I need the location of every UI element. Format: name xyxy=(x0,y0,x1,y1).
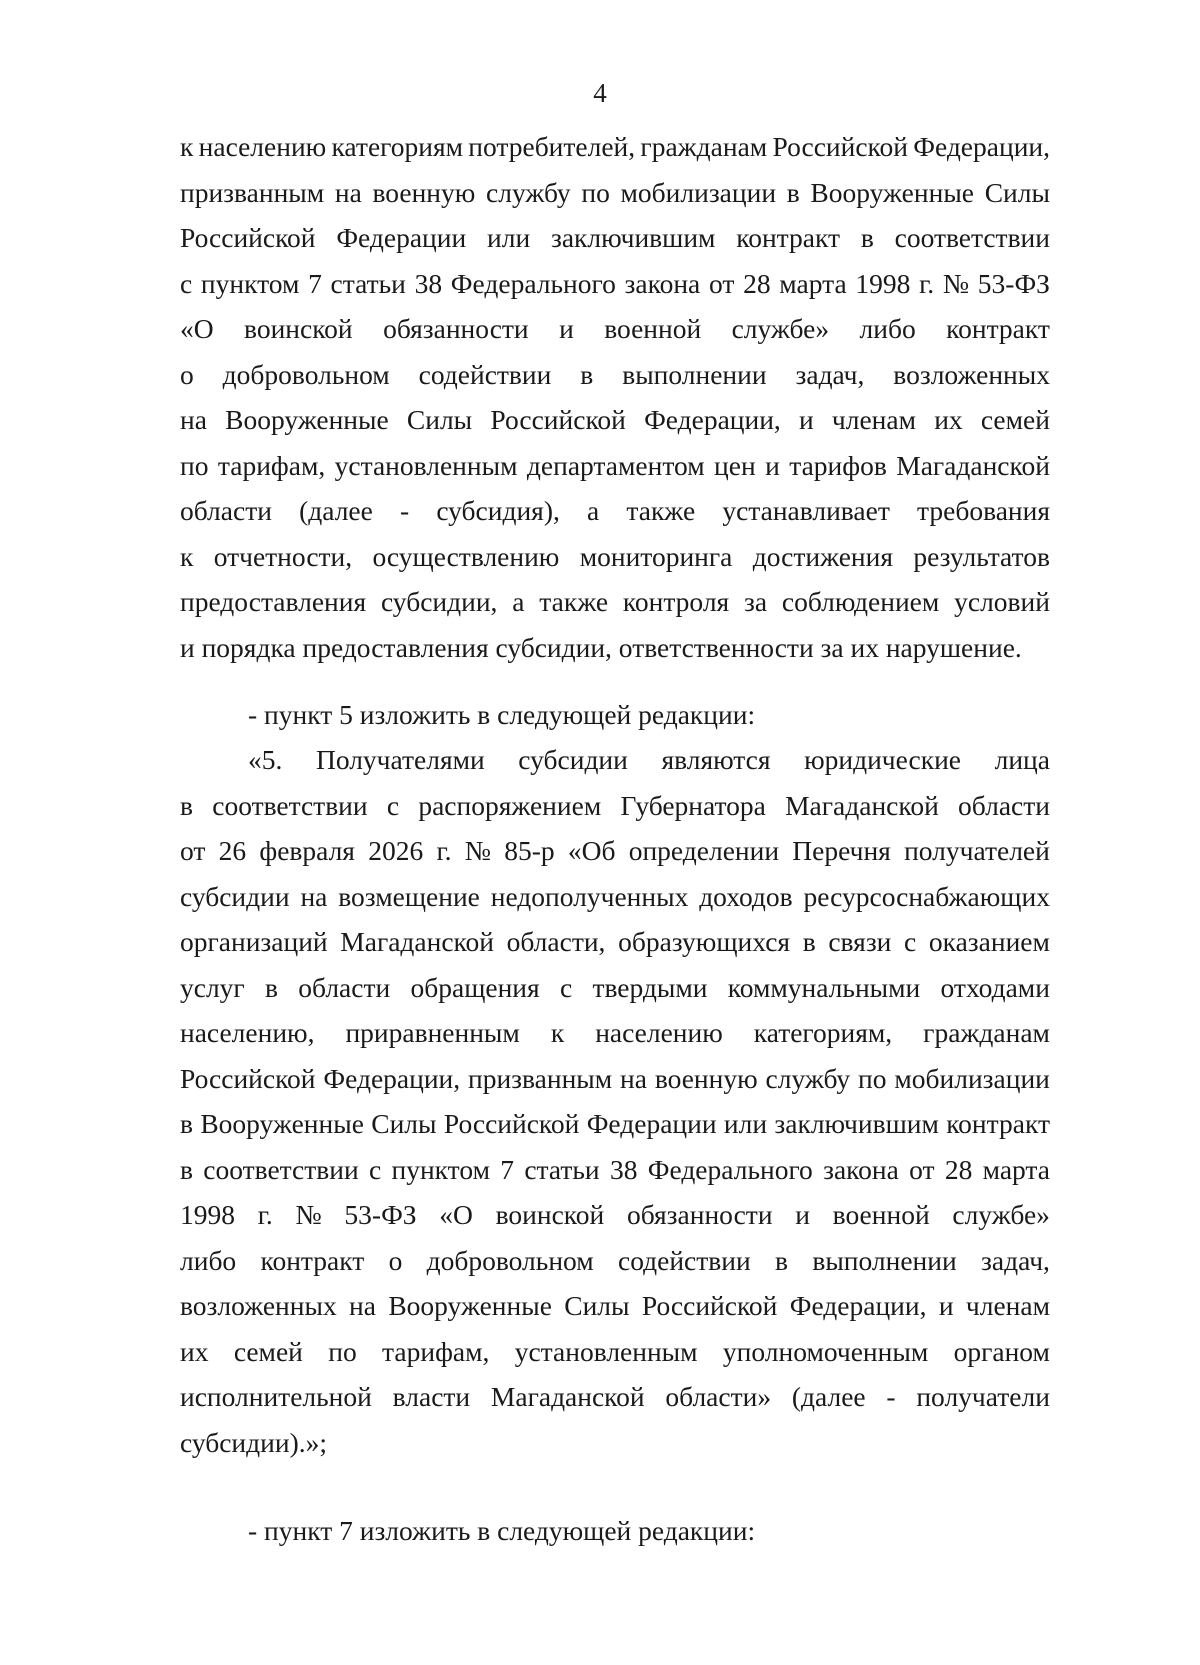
word: достижения xyxy=(752,540,894,572)
word: области xyxy=(958,789,1050,821)
word: Российской xyxy=(772,131,908,162)
word: субсидии xyxy=(180,880,290,912)
word: области» xyxy=(665,1381,772,1412)
word: добровольном xyxy=(222,358,390,390)
word: 53-ФЗ xyxy=(344,1199,417,1230)
word: Силы xyxy=(564,1290,630,1321)
word: гражданам xyxy=(640,131,768,162)
word: службу xyxy=(765,1062,851,1094)
word: установленным xyxy=(514,1335,698,1367)
word: услуг xyxy=(180,971,245,1003)
text-line xyxy=(180,215,1050,261)
text-line xyxy=(180,488,1050,534)
word: задач, xyxy=(981,1244,1050,1276)
text-line xyxy=(180,1238,1050,1284)
word: коммунальными xyxy=(727,971,921,1003)
word: условий xyxy=(954,586,1050,617)
word: содействии xyxy=(617,1244,751,1276)
word: Российской xyxy=(490,404,626,435)
word: потребителей, xyxy=(468,131,636,162)
word: (далее xyxy=(299,495,373,526)
text-line xyxy=(180,306,1050,352)
word: в xyxy=(775,1244,789,1276)
text-line xyxy=(180,1192,1050,1238)
word: в xyxy=(180,789,193,821)
word: в xyxy=(860,222,874,253)
word: субсидии, xyxy=(380,586,498,617)
word: № xyxy=(295,1199,322,1230)
word: пунктом xyxy=(391,1153,490,1185)
word: Магаданской xyxy=(340,926,494,957)
word: Федерации, xyxy=(789,1290,927,1321)
page-number: 4 xyxy=(593,78,607,108)
word: военную xyxy=(654,1062,758,1094)
word: добровольном xyxy=(426,1244,594,1276)
word: на xyxy=(620,1062,647,1094)
word: в xyxy=(802,926,816,957)
word: гражданам xyxy=(923,1017,1050,1048)
word: возложенных xyxy=(893,358,1050,390)
word: семей xyxy=(233,1335,303,1367)
word: службу xyxy=(486,176,571,208)
item-5-intro-block xyxy=(180,692,1050,738)
word: военную xyxy=(372,176,476,208)
word: возложенных xyxy=(180,1290,337,1321)
item-5-intro: - пункт 5 изложить в следующей редакции: xyxy=(248,699,756,730)
word: статьи xyxy=(524,1153,600,1185)
word: на xyxy=(180,404,207,435)
word: призванным xyxy=(180,176,325,208)
word: тарифам, xyxy=(217,449,326,481)
word: с xyxy=(180,267,193,299)
word: Силы xyxy=(984,176,1050,208)
word: Вооруженные xyxy=(810,176,974,208)
word: Российской xyxy=(641,1290,778,1321)
text-line xyxy=(180,1147,1050,1193)
word: Федерации, xyxy=(323,1062,461,1094)
word: № xyxy=(942,267,970,299)
word: тарифов xyxy=(789,449,887,481)
word: контракт xyxy=(260,1244,365,1276)
word: требования xyxy=(917,495,1050,526)
word: исполнительной xyxy=(180,1381,372,1412)
word: соответствии xyxy=(203,1153,359,1185)
word: на xyxy=(334,176,362,208)
word: определении xyxy=(628,835,780,866)
word: на xyxy=(349,1290,376,1321)
word: их xyxy=(180,1335,209,1367)
word: 28 xyxy=(743,267,771,299)
item-7-intro: - пункт 7 изложить в следующей редакции: xyxy=(248,1515,756,1546)
word: к xyxy=(180,131,194,162)
word: по xyxy=(581,176,610,208)
word: либо xyxy=(180,1244,237,1276)
word: (далее xyxy=(791,1381,866,1412)
text-line xyxy=(180,1329,1050,1375)
word: с xyxy=(368,1153,382,1185)
word: и xyxy=(765,449,780,481)
word: за xyxy=(744,586,768,617)
word: субсидия), xyxy=(436,495,560,526)
word: 1998 xyxy=(855,267,911,299)
word: по xyxy=(858,1062,887,1094)
word: или xyxy=(723,1108,768,1139)
word: 7 xyxy=(308,267,322,299)
word: в xyxy=(786,176,800,208)
word: марта xyxy=(982,1153,1050,1185)
text-line xyxy=(180,828,1050,874)
word: членам xyxy=(965,1290,1050,1321)
paragraph-continuation xyxy=(180,124,1050,670)
word: выполнении xyxy=(812,1244,957,1276)
word: 85-р xyxy=(504,835,555,866)
word: «О xyxy=(439,1199,473,1230)
word: семей xyxy=(980,404,1050,435)
word: обращения xyxy=(410,971,540,1003)
word: твердыми xyxy=(592,971,708,1003)
word: населению, xyxy=(180,1017,315,1048)
word: получателей xyxy=(904,835,1050,866)
word: мобилизации xyxy=(620,176,777,208)
word: закона xyxy=(823,1153,899,1185)
word: установленным xyxy=(334,449,518,481)
word: Силы xyxy=(371,1108,437,1139)
word: от xyxy=(708,267,735,299)
word: с xyxy=(559,971,573,1003)
word: и xyxy=(938,1290,954,1321)
word: призванным xyxy=(468,1062,613,1094)
text-line xyxy=(180,352,1050,398)
word: результатов xyxy=(913,540,1050,572)
word: с xyxy=(386,789,400,821)
text-line xyxy=(180,1101,1050,1147)
word: контроля xyxy=(622,586,730,617)
word: уполномоченным xyxy=(722,1335,929,1367)
word: по xyxy=(328,1335,357,1367)
word: Вооруженные xyxy=(225,404,389,435)
word: юридические xyxy=(804,744,962,775)
word: доходов xyxy=(699,880,793,912)
word: обязанности xyxy=(383,313,529,344)
text-line xyxy=(180,261,1050,307)
word: а xyxy=(587,495,600,526)
word: пунктом xyxy=(200,267,300,299)
word: в xyxy=(180,1108,193,1139)
text-line xyxy=(180,1283,1050,1329)
word: по xyxy=(180,449,209,481)
word: тарифам, xyxy=(382,1335,490,1367)
word: задач, xyxy=(795,358,865,390)
word: населению xyxy=(198,131,327,162)
word: от xyxy=(909,1153,935,1185)
word: воинской xyxy=(495,1199,605,1230)
text-line xyxy=(180,1374,1050,1420)
word: осуществлению xyxy=(372,540,560,572)
word: 1998 xyxy=(180,1199,235,1230)
word: о xyxy=(180,358,194,390)
word: их xyxy=(934,404,963,435)
paragraph-item-5 xyxy=(180,737,1050,1465)
word: контракт xyxy=(946,313,1050,344)
word: либо xyxy=(859,313,916,344)
word: - xyxy=(399,495,410,526)
word: контракт xyxy=(736,222,841,253)
text-line xyxy=(180,443,1050,489)
word: устанавливает xyxy=(722,495,890,526)
word: населению xyxy=(595,1017,723,1048)
word: - xyxy=(886,1381,896,1412)
word: и xyxy=(795,1199,810,1230)
text-line: субсидии).»; xyxy=(180,1426,327,1458)
word: «5. xyxy=(248,744,283,775)
word: марта xyxy=(779,267,847,299)
word: о xyxy=(388,1244,403,1276)
word: области xyxy=(180,495,272,526)
word: соблюдением xyxy=(781,586,940,617)
word: а xyxy=(512,586,525,617)
word: возмещение xyxy=(338,880,480,912)
word: ресурсоснабжающих xyxy=(803,880,1050,912)
word: распоряжением xyxy=(418,789,602,821)
text-line xyxy=(180,919,1050,965)
word: № xyxy=(464,835,491,866)
word: заключившим xyxy=(550,222,716,253)
word: заключившим xyxy=(774,1108,939,1139)
item-7-intro-block xyxy=(180,1508,1050,1554)
text-line xyxy=(180,1010,1050,1056)
word: являются xyxy=(661,744,771,775)
word: членам xyxy=(831,404,916,435)
word: службе» xyxy=(731,313,830,344)
word: Губернатора xyxy=(620,789,766,821)
word: 7 xyxy=(500,1153,515,1185)
word: воинской xyxy=(244,313,353,344)
word: военной xyxy=(604,313,702,344)
word: к xyxy=(550,1017,565,1048)
word: получатели xyxy=(916,1381,1050,1412)
word: Магаданской xyxy=(490,1381,645,1412)
word: приравненным xyxy=(345,1017,520,1048)
word: «Об xyxy=(567,835,616,866)
word: предоставления xyxy=(180,586,367,617)
word: Федерального xyxy=(450,267,616,299)
word: службе» xyxy=(952,1199,1050,1230)
word: в xyxy=(580,358,594,390)
word: в xyxy=(265,971,278,1003)
text-line xyxy=(180,397,1050,443)
word: отчетности, xyxy=(213,540,353,572)
word: 53-ФЗ xyxy=(977,267,1050,299)
word: мобилизации xyxy=(894,1062,1050,1094)
word: г. xyxy=(919,267,935,299)
word: «О xyxy=(180,313,214,344)
word: г. xyxy=(436,835,452,866)
word: г. xyxy=(257,1199,273,1230)
word: 38 xyxy=(414,267,443,299)
word: отходами xyxy=(940,971,1050,1003)
word: организаций xyxy=(180,926,328,957)
word: категориям, xyxy=(753,1017,893,1048)
text-line xyxy=(180,965,1050,1011)
word: Перечня xyxy=(792,835,891,866)
word: статьи xyxy=(330,267,406,299)
word: 38 xyxy=(609,1153,638,1185)
word: Вооруженные xyxy=(200,1108,364,1139)
word: 28 xyxy=(944,1153,973,1185)
word: также xyxy=(539,586,609,617)
word: цен xyxy=(714,449,756,481)
word: Вооруженные xyxy=(388,1290,552,1321)
word: и xyxy=(799,404,814,435)
word: и xyxy=(559,313,574,344)
word: Силы xyxy=(406,404,473,435)
word: категориям xyxy=(331,131,464,162)
word: Российской xyxy=(180,1062,316,1094)
word: соответствии xyxy=(894,222,1050,253)
word: власти xyxy=(392,1381,471,1412)
word: Российской xyxy=(443,1108,580,1139)
word: или xyxy=(487,222,531,253)
text-line xyxy=(180,783,1050,829)
word: Получателями xyxy=(315,744,485,775)
word: Федерации xyxy=(336,222,467,253)
text-line xyxy=(180,1056,1050,1102)
word: содействии xyxy=(418,358,552,390)
word: области xyxy=(298,971,391,1003)
word: соответствии xyxy=(212,789,368,821)
text-line: и порядка предоставления субсидии, ответственности за их нарушение. xyxy=(180,631,1022,663)
text-line xyxy=(180,874,1050,920)
word: Федерации xyxy=(586,1108,717,1139)
word: образующихся xyxy=(618,926,791,957)
word: в xyxy=(180,1153,193,1185)
text-line xyxy=(180,170,1050,216)
word: субсидии xyxy=(518,744,628,775)
word: закона xyxy=(624,267,701,299)
word: департаментом xyxy=(526,449,705,481)
word: контракт xyxy=(946,1108,1050,1139)
word: лица xyxy=(994,744,1050,775)
word: органом xyxy=(953,1335,1050,1367)
word: на xyxy=(300,880,328,912)
word: области, xyxy=(506,926,606,957)
word: мониторинга xyxy=(579,540,733,572)
word: Федерального xyxy=(647,1153,813,1185)
word: 26 xyxy=(218,835,247,866)
word: обязанности xyxy=(626,1199,773,1230)
word: от xyxy=(180,835,206,866)
word: оказанием xyxy=(928,926,1050,957)
word: Федерации, xyxy=(644,404,781,435)
word: также xyxy=(626,495,696,526)
word: связи xyxy=(828,926,892,957)
word: 2026 xyxy=(368,835,424,866)
word: февраля xyxy=(259,835,355,866)
text-line xyxy=(180,124,1050,170)
word: Магаданской xyxy=(896,449,1050,481)
word: недополученных xyxy=(490,880,689,912)
text-line xyxy=(180,534,1050,580)
word: военной xyxy=(832,1199,930,1230)
word: Российской xyxy=(180,222,316,253)
text-line xyxy=(180,737,1050,783)
word: к xyxy=(180,540,194,572)
word: Федерации, xyxy=(913,131,1050,162)
word: Магаданской xyxy=(785,789,939,821)
word: выполнении xyxy=(622,358,767,390)
word: с xyxy=(904,926,917,957)
text-line xyxy=(180,579,1050,625)
